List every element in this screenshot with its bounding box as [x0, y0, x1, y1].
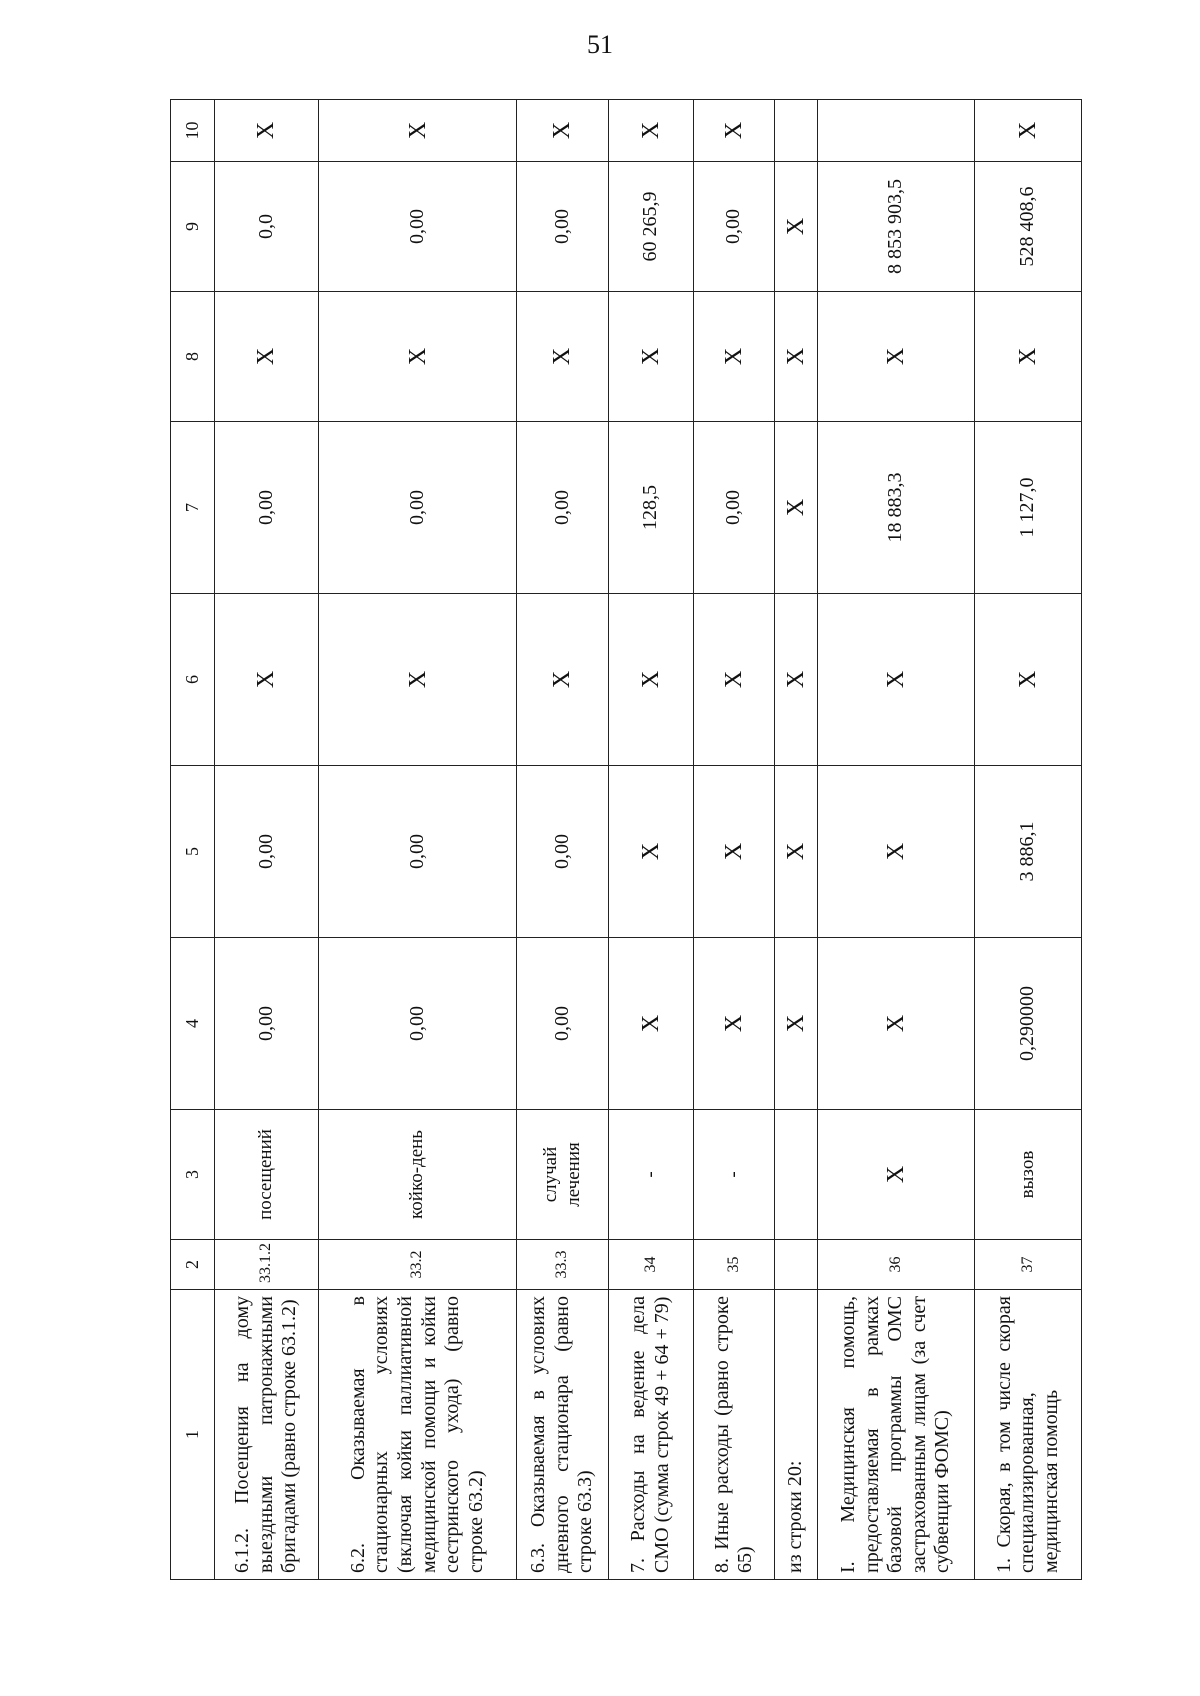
- value-cell: 3 886,1: [975, 766, 1082, 938]
- value-cell: X: [775, 766, 818, 938]
- value-cell: 0,00: [319, 422, 517, 594]
- value-cell: 60 265,9: [608, 162, 693, 292]
- value-cell: X: [775, 938, 818, 1110]
- row-name: 1. Скорая, в том числе скорая специализированная, медицинская помощь: [975, 1290, 1082, 1580]
- column-number: 3: [171, 1110, 215, 1240]
- unit-cell: койко-день: [319, 1110, 517, 1240]
- value-cell: X: [608, 100, 693, 162]
- column-number: 4: [171, 938, 215, 1110]
- data-table: [170, 99, 1082, 1580]
- value-cell: [817, 100, 975, 162]
- page-number: 51: [587, 30, 613, 59]
- row-name: 6.2. Оказываемая в стационарных условиях (включая койки паллиативной медицинской помощи и койки сестринского ухода) (равно строке 63.2): [319, 1290, 517, 1580]
- table-row: [694, 100, 775, 1580]
- value-cell: X: [214, 292, 318, 422]
- table-row: [975, 100, 1082, 1580]
- value-cell: 528 408,6: [975, 162, 1082, 292]
- value-cell: 0,00: [214, 422, 318, 594]
- row-name: 6.1.2. Посещения на дому выездными патронажными бригадами (равно строке 63.1.2): [214, 1290, 318, 1580]
- unit-cell: посещений: [214, 1110, 318, 1240]
- value-cell: 0,00: [214, 938, 318, 1110]
- unit-cell: [775, 1110, 818, 1240]
- value-cell: X: [608, 594, 693, 766]
- table-container: [170, 100, 1082, 1580]
- value-cell: 0,0: [214, 162, 318, 292]
- column-number-row: [171, 100, 215, 1580]
- row-code: 37: [975, 1240, 1082, 1290]
- value-cell: 8 853 903,5: [817, 162, 975, 292]
- value-cell: X: [694, 938, 775, 1110]
- value-cell: 0,00: [319, 766, 517, 938]
- value-cell: X: [319, 292, 517, 422]
- value-cell: X: [975, 594, 1082, 766]
- unit-cell: вызов: [975, 1110, 1082, 1240]
- row-code: 33.2: [319, 1240, 517, 1290]
- value-cell: X: [694, 292, 775, 422]
- value-cell: X: [775, 292, 818, 422]
- row-code: 36: [817, 1240, 975, 1290]
- value-cell: [775, 100, 818, 162]
- row-code: 34: [608, 1240, 693, 1290]
- table-row: [817, 100, 975, 1580]
- row-code: 33.3: [517, 1240, 609, 1290]
- unit-cell: -: [694, 1110, 775, 1240]
- row-name: 6.3. Оказываемая в условиях дневного стационара (равно строке 63.3): [517, 1290, 609, 1580]
- value-cell: 0,290000: [975, 938, 1082, 1110]
- column-number: 8: [171, 292, 215, 422]
- value-cell: X: [319, 100, 517, 162]
- unit-cell: -: [608, 1110, 693, 1240]
- value-cell: X: [817, 938, 975, 1110]
- unit-cell: X: [817, 1110, 975, 1240]
- value-cell: X: [319, 594, 517, 766]
- table-row: [319, 100, 517, 1580]
- value-cell: X: [775, 594, 818, 766]
- value-cell: X: [817, 766, 975, 938]
- table-row: [608, 100, 693, 1580]
- value-cell: 128,5: [608, 422, 693, 594]
- value-cell: X: [817, 594, 975, 766]
- row-code: [775, 1240, 818, 1290]
- column-number: 5: [171, 766, 215, 938]
- value-cell: X: [608, 938, 693, 1110]
- column-number: 6: [171, 594, 215, 766]
- table-row: [775, 100, 818, 1580]
- value-cell: X: [694, 100, 775, 162]
- value-cell: 18 883,3: [817, 422, 975, 594]
- value-cell: 0,00: [694, 162, 775, 292]
- column-number: 2: [171, 1240, 215, 1290]
- row-name: 8. Иные расходы (равно строке 65): [694, 1290, 775, 1580]
- row-code: 33.1.2: [214, 1240, 318, 1290]
- value-cell: 0,00: [214, 766, 318, 938]
- value-cell: 0,00: [517, 938, 609, 1110]
- row-name: 7. Расходы на ведение дела СМО (сумма строк 49 + 64 + 79): [608, 1290, 693, 1580]
- column-number: 9: [171, 162, 215, 292]
- table-row: [214, 100, 318, 1580]
- value-cell: 0,00: [517, 162, 609, 292]
- row-code: 35: [694, 1240, 775, 1290]
- row-name: I. Медицинская помощь, предоставляемая в рамках базовой программы ОМС застрахованным лицам (за счет субвенции ФОМС): [817, 1290, 975, 1580]
- table-row: [517, 100, 609, 1580]
- value-cell: X: [775, 162, 818, 292]
- value-cell: X: [608, 766, 693, 938]
- value-cell: 0,00: [694, 422, 775, 594]
- value-cell: X: [517, 292, 609, 422]
- value-cell: 0,00: [319, 162, 517, 292]
- value-cell: X: [214, 594, 318, 766]
- row-name: из строки 20:: [775, 1290, 818, 1580]
- value-cell: X: [214, 100, 318, 162]
- value-cell: X: [817, 292, 975, 422]
- column-number: 1: [171, 1290, 215, 1580]
- value-cell: X: [975, 100, 1082, 162]
- value-cell: 0,00: [517, 766, 609, 938]
- column-number: 7: [171, 422, 215, 594]
- value-cell: X: [517, 100, 609, 162]
- value-cell: X: [608, 292, 693, 422]
- value-cell: 0,00: [517, 422, 609, 594]
- value-cell: 1 127,0: [975, 422, 1082, 594]
- value-cell: 0,00: [319, 938, 517, 1110]
- value-cell: X: [517, 594, 609, 766]
- value-cell: X: [975, 292, 1082, 422]
- value-cell: X: [694, 766, 775, 938]
- value-cell: X: [694, 594, 775, 766]
- value-cell: X: [775, 422, 818, 594]
- column-number: 10: [171, 100, 215, 162]
- unit-cell: случай лечения: [517, 1110, 609, 1240]
